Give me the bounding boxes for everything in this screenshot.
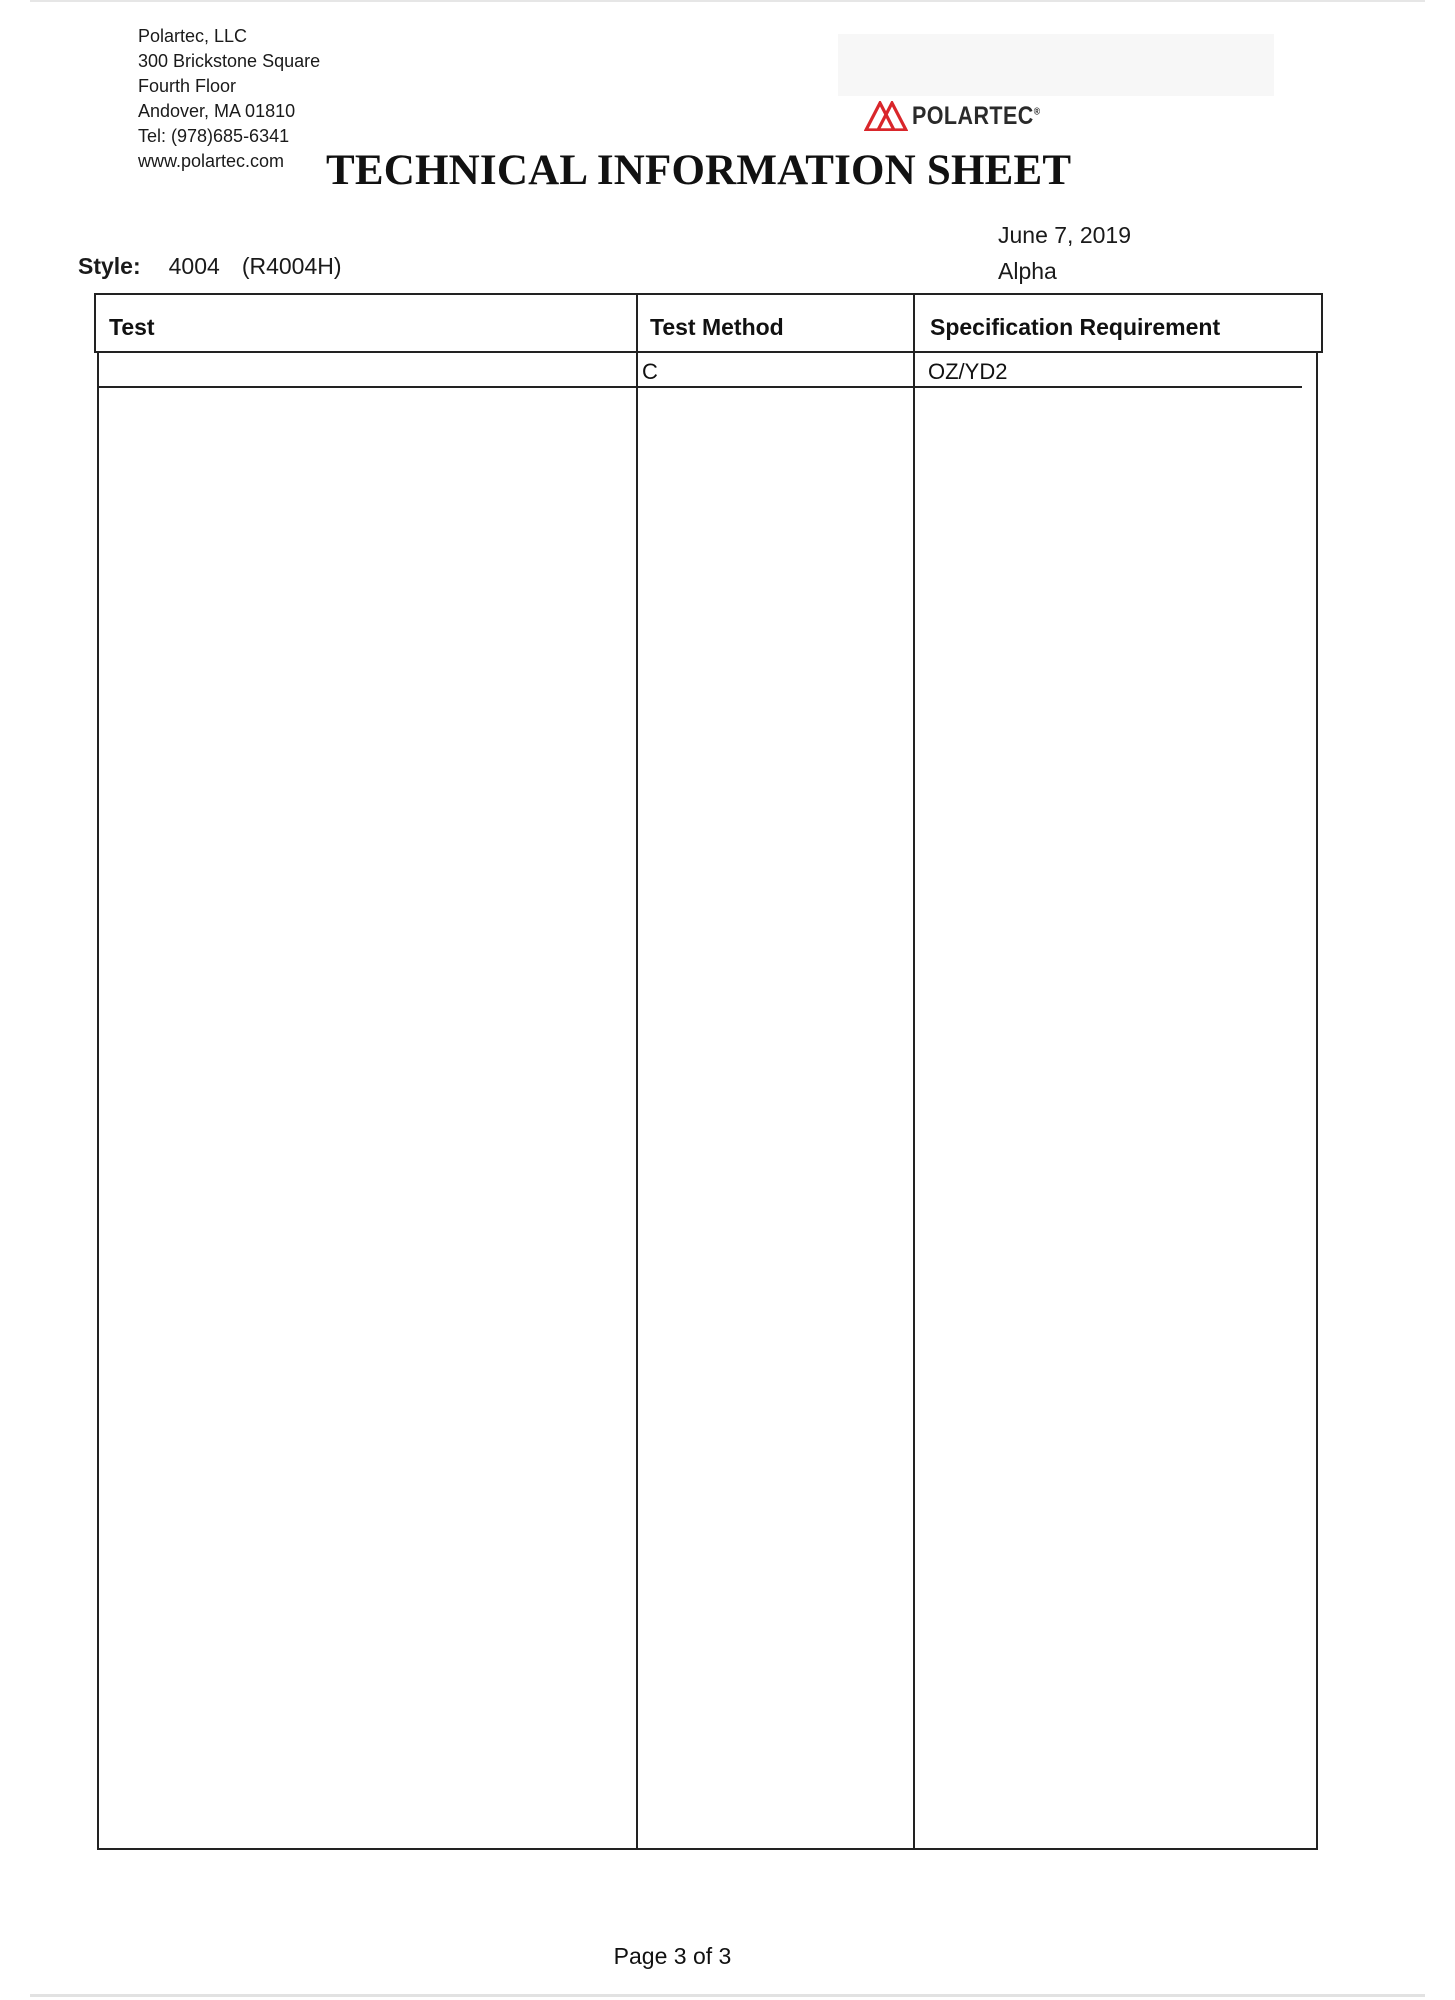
company-street: 300 Brickstone Square [138,51,321,71]
header-specification: Specification Requirement [930,314,1221,340]
spec-table [97,294,1318,1850]
table-header [94,293,1323,353]
header-test-method: Test Method [650,314,784,340]
company-phone: Tel: (978)685-6341 [138,126,290,146]
row-method-cell: C [642,359,658,384]
registered-mark: ® [1033,106,1041,118]
logo-backdrop [838,34,1274,96]
style-code: (R4004H) [241,253,342,279]
column-divider-spec [913,294,915,1850]
row-spec-cell: OZ/YD2 [928,359,1008,384]
page-number: Page 3 of 3 [613,1943,732,1969]
bottom-divider [30,1994,1425,1997]
column-divider-method [636,294,638,1850]
header-test: Test [109,314,155,340]
company-floor: Fourth Floor [138,76,237,96]
top-divider [30,0,1425,2]
document-version: Alpha [998,258,1057,284]
polartec-logo [864,101,1061,131]
style-label: Style: [78,253,141,279]
company-website: www.polartec.com [138,151,285,171]
style-line [78,253,342,280]
page-title: TECHNICAL INFORMATION SHEET [326,147,1072,194]
company-name: Polartec, LLC [138,26,248,46]
style-number: 4004 [168,253,220,279]
company-city: Andover, MA 01810 [138,101,296,121]
document-date: June 7, 2019 [998,222,1132,248]
row-divider [97,386,1302,388]
company-address [138,24,320,174]
polartec-triangle-icon [864,101,908,131]
logo-wordmark: POLARTEC® [912,101,1041,130]
